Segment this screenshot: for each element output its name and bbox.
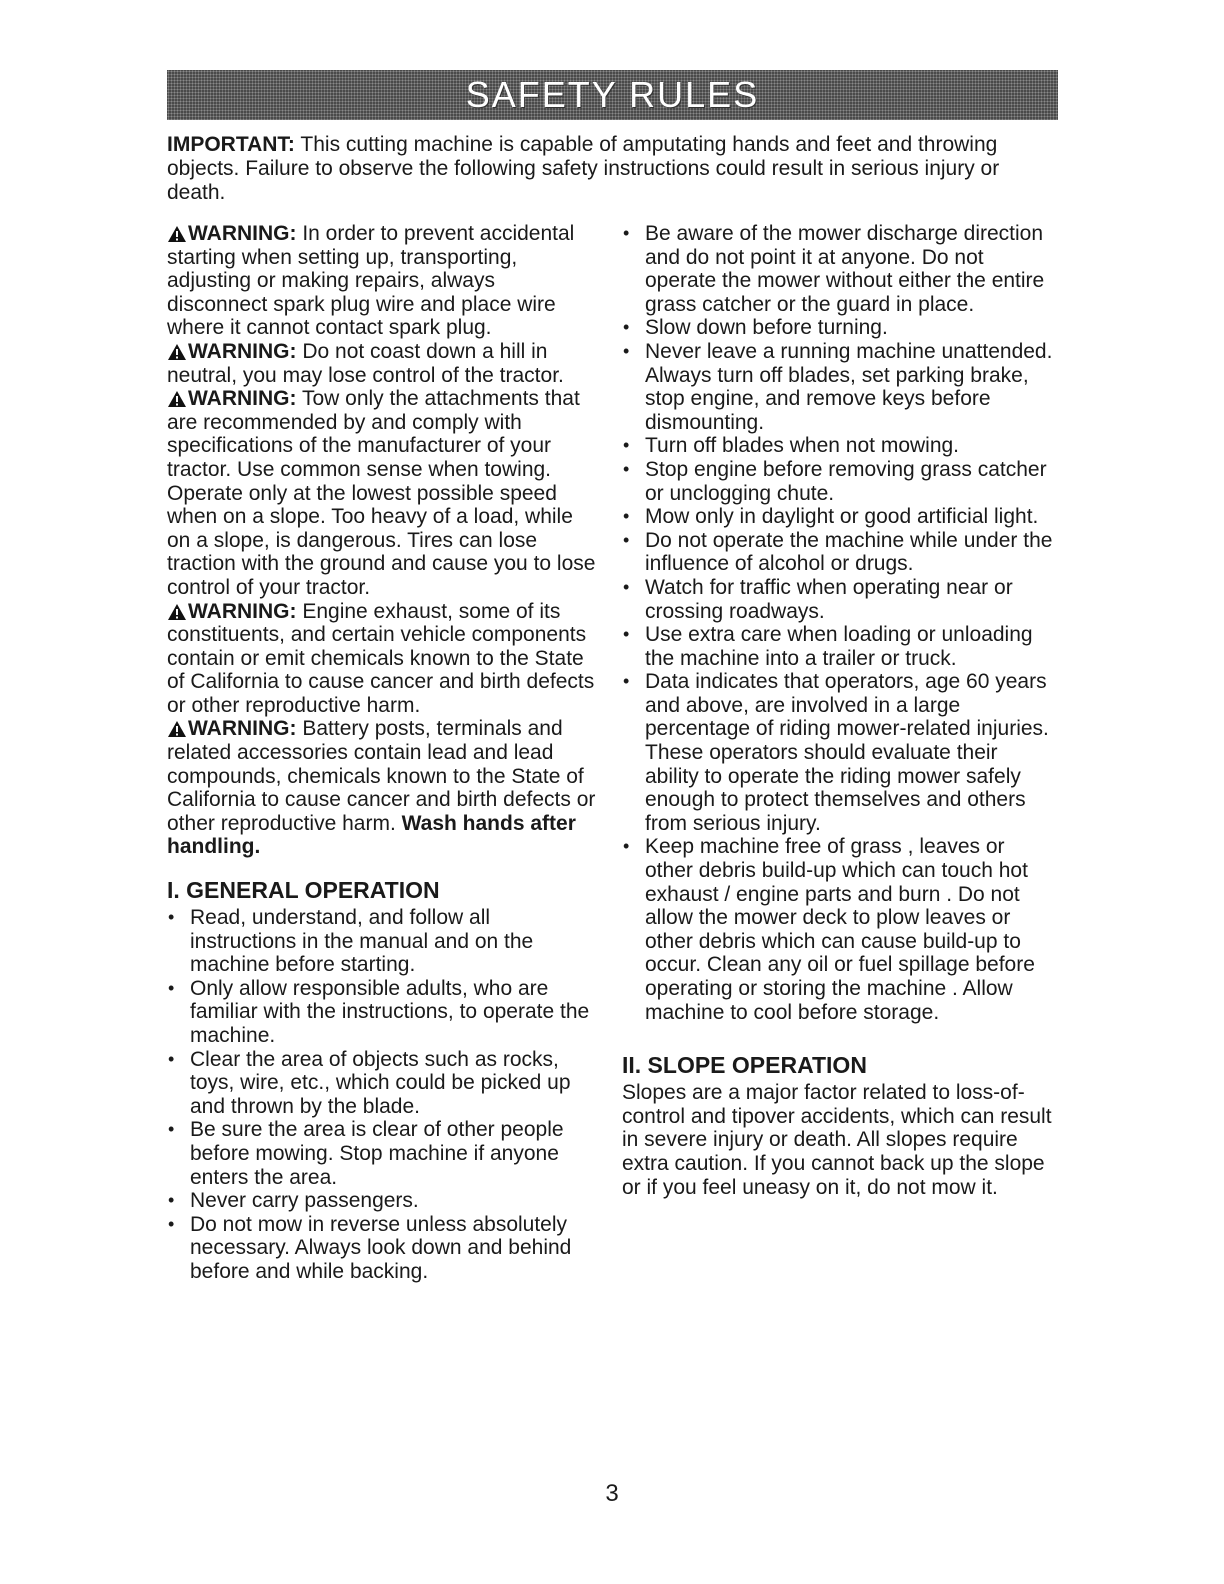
list-item: • Be aware of the mower discharge direction and do not point it at anyone. Do not operate the mower without either the entire grass catcher or the guard in place. bbox=[622, 222, 1054, 316]
warning-paragraph bbox=[167, 600, 599, 718]
list-item: • Be sure the area is clear of other people before mowing. Stop machine if anyone enters the area. bbox=[167, 1118, 599, 1189]
warning-label: WARNING: bbox=[188, 222, 297, 245]
general-operation-heading: I. GENERAL OPERATION bbox=[167, 877, 440, 904]
list-item: • Slow down before turning. bbox=[622, 316, 1054, 340]
list-item: • Data indicates that operators, age 60 years and above, are involved in a large percentage of riding mower-related injuries. These operators should evaluate their ability to operate the riding mower safely enough to protect themselves and others from serious injury. bbox=[622, 670, 1054, 835]
important-text: This cutting machine is capable of amputating hands and feet and throwing objects. Failure to observe the following safety instructions could result in serious injury or death. bbox=[167, 133, 1000, 204]
slope-operation-heading: II. SLOPE OPERATION bbox=[622, 1052, 867, 1079]
important-notice bbox=[167, 133, 1047, 205]
warning-paragraph bbox=[167, 387, 599, 599]
important-label: IMPORTANT: bbox=[167, 133, 295, 156]
warning-text: Tow only the attachments that are recommended by and comply with specifications of the manufacturer of your tractor. Use common sense when towing. Operate only at the lowest possible speed when on a slope. Too heavy of a load, while on a slope, is dangerous. Tires can lose traction with the ground and cause you to lose control of your tractor. bbox=[167, 387, 596, 599]
left-column bbox=[167, 222, 599, 1284]
wash-hands-emphasis: Wash hands after handling. bbox=[167, 811, 576, 859]
list-item: • Turn off blades when not mowing. bbox=[622, 434, 1054, 458]
slope-operation-text: Slopes are a major factor related to loss-of-control and tipover accidents, which can result in severe injury or death. All slopes require extra caution. If you cannot back up the slope or if you feel uneasy on it, do not mow it. bbox=[622, 1081, 1052, 1199]
list-item: • Clear the area of objects such as rocks, toys, wire, etc., which could be picked up and thrown by the blade. bbox=[167, 1048, 599, 1119]
general-operation-list-continued bbox=[622, 222, 1054, 1024]
warning-paragraph bbox=[167, 222, 599, 340]
list-item: • Read, understand, and follow all instructions in the manual and on the machine before starting. bbox=[167, 906, 599, 977]
list-item: • Keep machine free of grass , leaves or other debris build-up which can touch hot exhaust / engine parts and burn . Do not allow the mower deck to plow leaves or other debris which can cause build-up to occur. Clean any oil or fuel spillage before operating or storing the machine . Allow machine to cool before storage. bbox=[622, 835, 1054, 1024]
warning-triangle-icon bbox=[167, 603, 187, 621]
warning-text: In order to prevent accidental starting when setting up, transporting, adjusting or making repairs, always disconnect spark plug wire and place wire where it cannot contact spark plug. bbox=[167, 222, 575, 340]
general-operation-list bbox=[167, 906, 599, 1284]
warning-label: WARNING: bbox=[188, 599, 297, 623]
warning-paragraph bbox=[167, 717, 599, 859]
list-item: • Never carry passengers. bbox=[167, 1189, 599, 1213]
warning-label: WARNING: bbox=[188, 339, 297, 363]
warning-text: Battery posts, terminals and related accessories contain lead and lead compounds, chemicals known to the State of California to cause cancer and birth defects or other reproductive harm. bbox=[167, 717, 596, 835]
list-item: • Mow only in daylight or good artificial light. bbox=[622, 505, 1054, 529]
list-item: • Use extra care when loading or unloading the machine into a trailer or truck. bbox=[622, 623, 1054, 670]
list-item: • Watch for traffic when operating near or crossing roadways. bbox=[622, 576, 1054, 623]
banner-title: SAFETY RULES bbox=[465, 74, 760, 115]
list-item: • Do not mow in reverse unless absolutely necessary. Always look down and behind before and while backing. bbox=[167, 1213, 599, 1284]
warning-text: Do not coast down a hill in neutral, you may lose control of the tractor. bbox=[167, 339, 564, 387]
list-item: • Never leave a running machine unattended. Always turn off blades, set parking brake, stop engine, and remove keys before dismounting. bbox=[622, 340, 1054, 434]
warning-label: WARNING: bbox=[188, 387, 297, 411]
warning-triangle-icon bbox=[167, 343, 187, 361]
warning-triangle-icon bbox=[167, 720, 187, 738]
safety-rules-banner bbox=[167, 70, 1058, 120]
list-item: • Do not operate the machine while under the influence of alcohol or drugs. bbox=[622, 529, 1054, 576]
warning-label: WARNING: bbox=[188, 717, 297, 741]
right-column bbox=[622, 222, 1054, 1199]
warning-triangle-icon bbox=[167, 390, 187, 408]
warning-text: Engine exhaust, some of its constituents, and certain vehicle components contain or emit chemicals known to the State of California to cause cancer and birth defects or other reproductive harm. bbox=[167, 599, 595, 717]
warning-triangle-icon bbox=[167, 225, 187, 243]
list-item: • Stop engine before removing grass catcher or unclogging chute. bbox=[622, 458, 1054, 505]
list-item: • Only allow responsible adults, who are familiar with the instructions, to operate the machine. bbox=[167, 977, 599, 1048]
page-number: 3 bbox=[605, 1480, 619, 1507]
warning-paragraph bbox=[167, 340, 599, 387]
